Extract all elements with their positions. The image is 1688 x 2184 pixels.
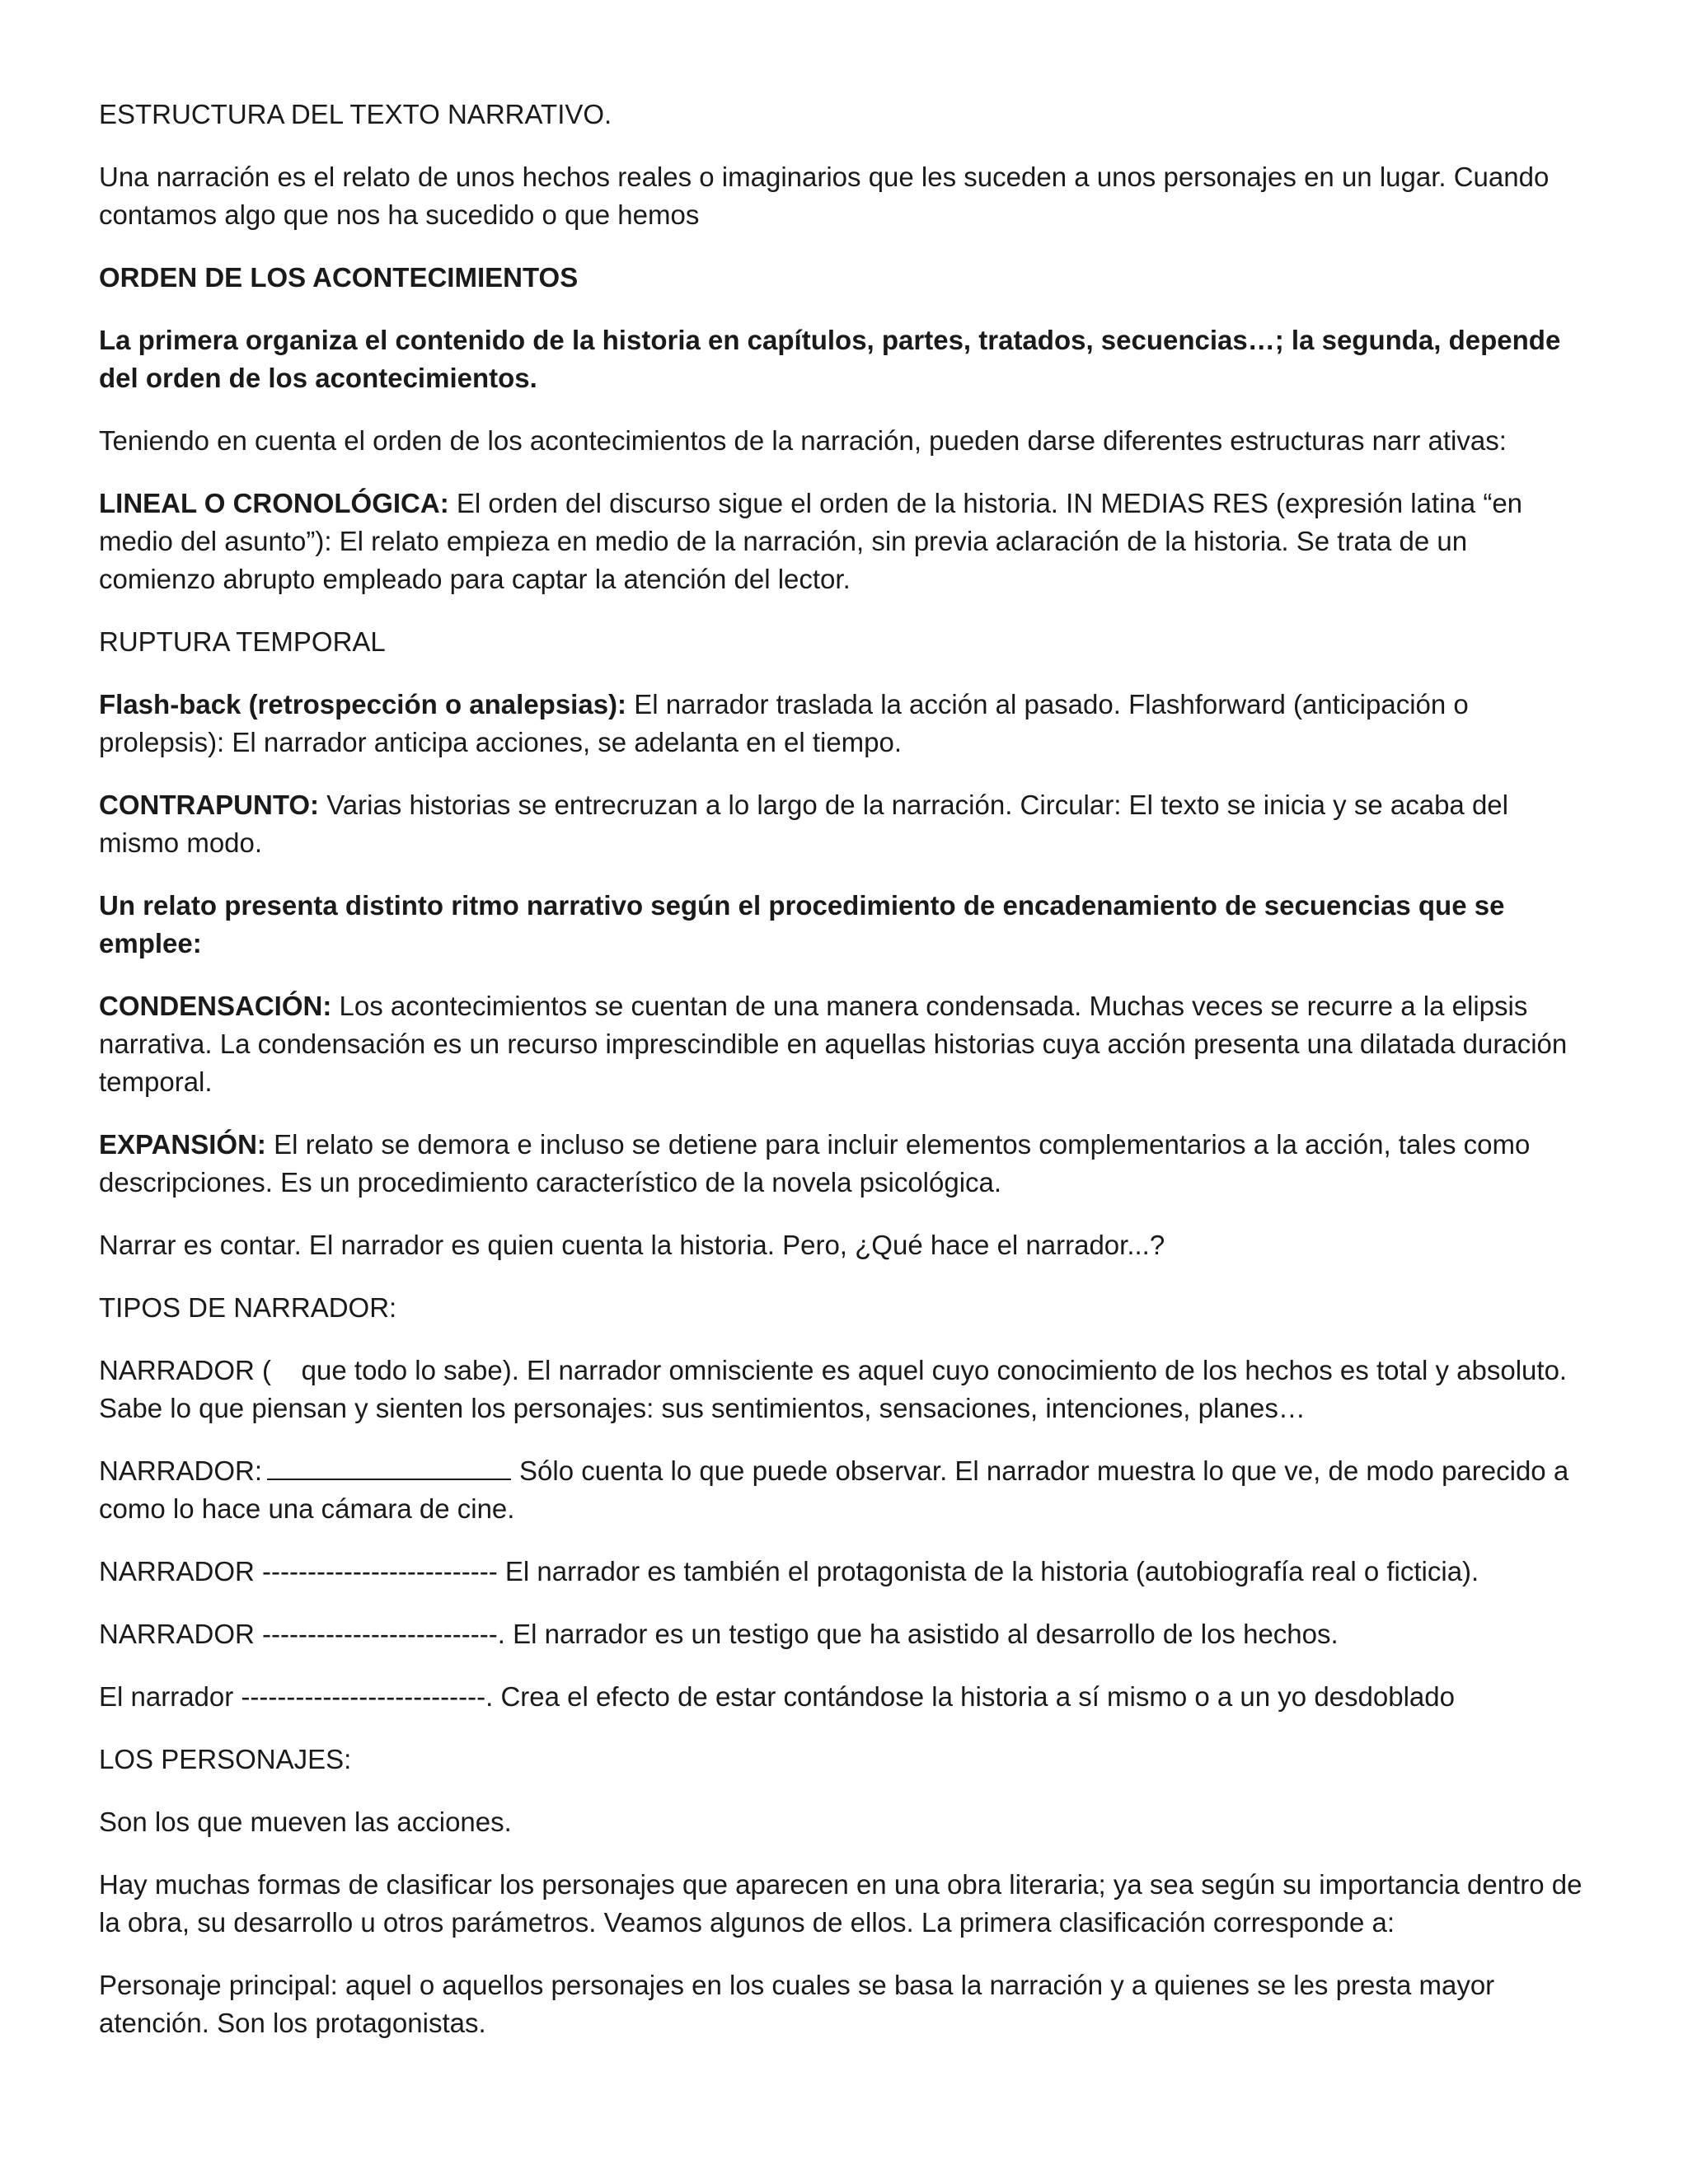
lineal-paragraph: [99, 485, 1591, 598]
fill-in-blank-line: [267, 1454, 511, 1480]
narrador-testigo-paragraph: NARRADOR --------------------------. El narrador es un testigo que ha asistido al desarrollo de los hechos.: [99, 1619, 1339, 1649]
order-bold-paragraph: La primera organiza el contenido de la historia en capítulos, partes, tratados, secuencias…; la segunda, depende del orden de los acontecimientos.: [99, 325, 1561, 393]
ritmo-heading: Un relato presenta distinto ritmo narrativo según el procedimiento de encadenamiento de secuencias que se emplee:: [99, 890, 1505, 958]
condensacion-text: Los acontecimientos se cuentan de una manera condensada. Muchas veces se recurre a la elipsis narrativa. La condensación es un recurso imprescindible en aquellas historias cuya acción presenta una dilatada duración temporal.: [99, 991, 1568, 1097]
contrapunto-term: CONTRAPUNTO:: [99, 790, 320, 820]
narrador-protagonista-paragraph: NARRADOR -------------------------- El narrador es también el protagonista de la historia (autobiografía real o ficticia).: [99, 1556, 1479, 1586]
narrador-monologo-paragraph: El narrador ---------------------------. Crea el efecto de estar contándose la historia a sí mismo o a un yo desdoblado: [99, 1681, 1455, 1712]
flashback-term: Flash-back (retrospección o analepsias):: [99, 689, 627, 719]
clasificar-paragraph: Hay muchas formas de clasificar los personajes que aparecen en una obra literaria; ya sea según su importancia dentro de la obra, su desarrollo u otros parámetros. Veamos algunos de ellos. La primera clasificación corresponde a:: [99, 1869, 1582, 1938]
order-intro-paragraph: Teniendo en cuenta el orden de los acontecimientos de la narración, pueden darse diferentes estructuras narr ativas:: [99, 425, 1507, 456]
narrador-objetivo-paragraph: [99, 1452, 1591, 1528]
personajes-heading: LOS PERSONAJES:: [99, 1744, 352, 1774]
flashback-text: El narrador traslada la acción al pasado. Flashforward (anticipación o prolepsis): El narrador anticipa acciones, se adelanta en el tiempo.: [99, 689, 1469, 757]
expansion-paragraph: [99, 1126, 1591, 1202]
expansion-term: EXPANSIÓN:: [99, 1129, 266, 1160]
document-page: [99, 96, 1591, 2067]
lineal-term: LINEAL O CRONOLÓGICA:: [99, 488, 449, 518]
expansion-text: El relato se demora e incluso se detiene para incluir elementos complementarios a la acción, tales como descripciones. Es un procedimiento característico de la novela psicológica.: [99, 1129, 1531, 1197]
narrador-omnisciente-paragraph: NARRADOR ( que todo lo sabe). El narrador omnisciente es aquel cuyo conocimiento de los hechos es total y absoluto. Sabe lo que piensan y sienten los personajes: sus sentimientos, sensaciones, intenciones, planes…: [99, 1355, 1575, 1423]
personajes-intro: Son los que mueven las acciones.: [99, 1807, 512, 1837]
condensacion-term: CONDENSACIÓN:: [99, 991, 332, 1021]
flashback-paragraph: [99, 686, 1591, 762]
contrapunto-paragraph: [99, 786, 1591, 862]
document-title: ESTRUCTURA DEL TEXTO NARRATIVO.: [99, 99, 612, 129]
order-heading: ORDEN DE LOS ACONTECIMIENTOS: [99, 262, 579, 293]
contrapunto-text: Varias historias se entrecruzan a lo largo de la narración. Circular: El texto se inicia y se acaba del mismo modo.: [99, 790, 1508, 858]
personaje-principal-paragraph: Personaje principal: aquel o aquellos personajes en los cuales se basa la narración y a quienes se les presta mayor atención. Son los protagonistas.: [99, 1970, 1495, 2038]
narrar-paragraph: Narrar es contar. El narrador es quien cuenta la historia. Pero, ¿Qué hace el narrador...?: [99, 1230, 1165, 1260]
condensacion-paragraph: [99, 987, 1591, 1101]
ruptura-heading: RUPTURA TEMPORAL: [99, 626, 386, 657]
lineal-text: El orden del discurso sigue el orden de la historia. IN MEDIAS RES (expresión latina “en medio del asunto”): El relato empieza en medio de la narración, sin previa aclaración de la historia. Se trata de un comienzo abrupto empleado para captar la atención del lector.: [99, 488, 1523, 594]
intro-paragraph: Una narración es el relato de unos hechos reales o imaginarios que les suceden a unos personajes en un lugar. Cuando contamos algo que nos ha sucedido o que hemos: [99, 162, 1550, 230]
narrador-objetivo-text: Sólo cuenta lo que puede observar. El narrador muestra lo que ve, de modo parecido a como lo hace una cámara de cine.: [99, 1455, 1569, 1524]
narrador-objetivo-label: NARRADOR:: [99, 1455, 263, 1486]
tipos-heading: TIPOS DE NARRADOR:: [99, 1292, 397, 1323]
